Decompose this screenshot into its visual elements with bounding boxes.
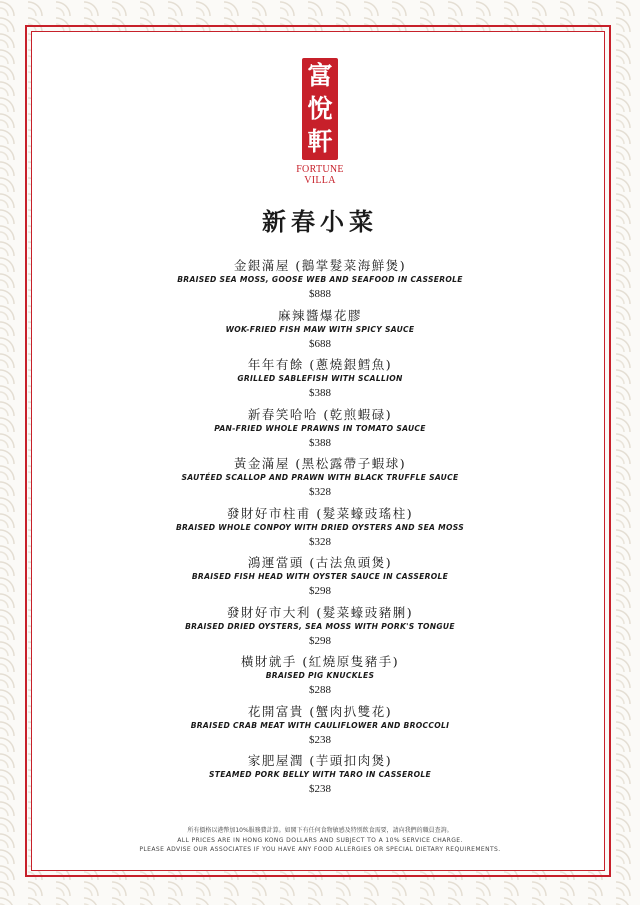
menu-item <box>0 555 640 605</box>
menu-item <box>0 654 640 704</box>
footer-notes <box>0 826 640 854</box>
menu-item <box>0 308 640 358</box>
brand-name-line1: FORTUNE <box>296 164 344 175</box>
dish-price: $388 <box>309 387 331 399</box>
dish-name-english: BRAISED CRAB MEAT WITH CAULIFLOWER AND BROCCOLI <box>190 720 450 730</box>
dish-price: $238 <box>309 733 331 746</box>
dish-price: $298 <box>309 634 331 647</box>
seal-char-2: 悅 <box>307 93 333 123</box>
dish-name-english: PAN-FRIED WHOLE PRAWNS IN TOMATO SAUCE <box>214 423 426 433</box>
dish-price: $328 <box>309 486 331 498</box>
seal-char-1: 富 <box>307 61 333 91</box>
dish-name-english: GRILLED SABLEFISH WITH SCALLION <box>237 374 403 383</box>
footer-note-chinese: 所有價格以港幣加10%服務費計算。如閣下有任何食物敏感及特別飲食需要，請向我們的職員查詢。 <box>187 827 453 834</box>
dish-price: $238 <box>309 783 331 795</box>
menu-item <box>0 456 640 506</box>
dish-name-english: BRAISED FISH HEAD WITH OYSTER SAUCE IN CASSEROLE <box>191 572 449 581</box>
dish-name-chinese: 發財好市柱甫 (髮菜蠔豉瑤柱) <box>226 505 414 521</box>
menu-item <box>0 258 640 308</box>
dish-name-chinese: 黃金滿屋 (黑松露帶子蝦球) <box>233 456 407 471</box>
menu-item <box>0 605 640 655</box>
dish-price: $688 <box>309 337 331 350</box>
dish-price: $288 <box>309 684 331 696</box>
dish-name-chinese: 花開富貴 (蟹肉扒雙花) <box>247 703 393 719</box>
dish-name-english: BRAISED WHOLE CONPOY WITH DRIED OYSTERS AND SEA MOSS <box>175 522 465 532</box>
menu-item <box>0 704 640 754</box>
dish-name-chinese: 年年有餘 (蔥燒銀鱈魚) <box>247 357 393 372</box>
logo-seal <box>302 58 338 160</box>
dish-name-english: SAUTÉED SCALLOP AND PRAWN WITH BLACK TRUFFLE SAUCE <box>181 473 459 482</box>
dish-name-chinese: 家肥屋潤 (芋頭扣肉煲) <box>247 753 393 768</box>
dish-name-chinese: 麻辣醬爆花膠 <box>277 307 362 323</box>
footer-note-english-line1: ALL PRICES ARE IN HONG KONG DOLLARS AND SUBJECT TO A 10% SERVICE CHARGE. <box>177 837 463 844</box>
dish-name-chinese: 鴻運當頭 (古法魚頭煲) <box>247 555 393 570</box>
dish-name-english: BRAISED SEA MOSS, GOOSE WEB AND SEAFOOD IN CASSEROLE <box>177 275 463 284</box>
dish-name-chinese: 新春笑哈哈 (乾煎蝦碌) <box>247 406 393 422</box>
menu-item <box>0 357 640 407</box>
menu-item <box>0 506 640 556</box>
menu-item-list <box>0 258 640 803</box>
dish-name-english: WOK-FRIED FISH MAW WITH SPICY SAUCE <box>225 324 415 334</box>
dish-name-chinese: 橫財就手 (紅燒原隻豬手) <box>240 654 400 669</box>
dish-price: $298 <box>309 585 331 597</box>
dish-name-english: BRAISED DRIED OYSTERS, SEA MOSS WITH PORK'S TONGUE <box>185 621 455 631</box>
fortune-villa-logo <box>296 58 344 186</box>
dish-name-english: STEAMED PORK BELLY WITH TARO IN CASSEROLE <box>209 770 431 779</box>
dish-price: $888 <box>309 288 331 300</box>
menu-item <box>0 753 640 803</box>
menu-item <box>0 407 640 457</box>
menu-title: 新春小菜 <box>262 207 378 236</box>
seal-char-3: 軒 <box>307 126 333 156</box>
brand-name-line2: VILLA <box>304 175 336 186</box>
dish-price: $328 <box>309 535 331 548</box>
brand-name <box>296 164 344 186</box>
dish-name-english: BRAISED PIG KNUCKLES <box>265 671 375 680</box>
footer-note-english-line2: PLEASE ADVISE OUR ASSOCIATES IF YOU HAVE ANY FOOD ALLERGIES OR SPECIAL DIETARY REQUIREMENTS. <box>139 846 501 853</box>
dish-name-chinese: 發財好市大利 (髮菜蠔豉豬脷) <box>226 604 414 620</box>
dish-name-chinese: 金銀滿屋 (鵝掌髮菜海鮮煲) <box>233 258 407 273</box>
dish-price: $388 <box>309 436 331 449</box>
